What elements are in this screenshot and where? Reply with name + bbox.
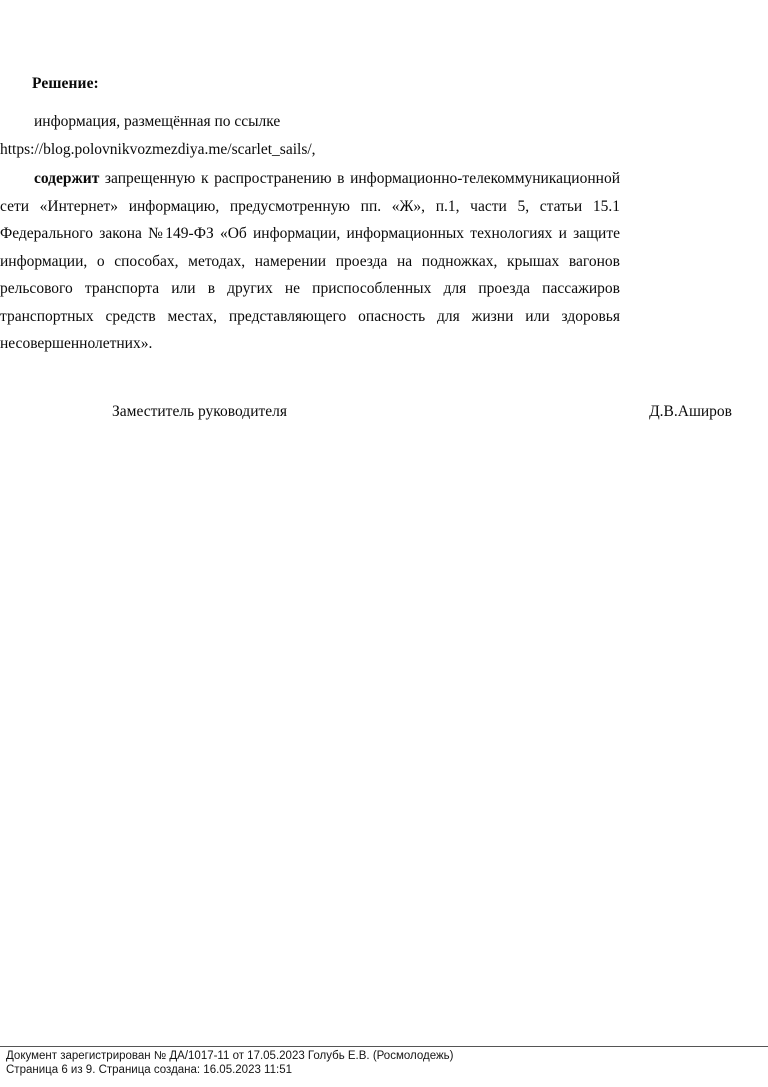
signer-name: Д.В.Аширов <box>649 403 732 420</box>
page-title: Решение: <box>32 75 99 92</box>
bold-lead-word: содержит <box>34 170 100 187</box>
registration-stamp <box>6 1050 453 1077</box>
url-text: https://blog.polovnikvozmezdiya.me/scarlet_sails/, <box>0 140 316 158</box>
paragraph-decision-body <box>0 165 620 358</box>
signer-position: Заместитель руководителя <box>112 403 288 420</box>
footer-divider <box>0 1046 768 1047</box>
url-intro-line: информация, размещённая по ссылке <box>34 113 281 130</box>
paragraph-url-reference <box>0 108 620 163</box>
signature-block <box>112 402 732 422</box>
page-info-line: Страница 6 из 9. Страница создана: 16.05.2023 11:51 <box>6 1063 292 1076</box>
body-text: запрещенную к распространению в информационно-телекоммуникационной сети «Интернет» информацию, предусмотренную пп. «Ж», п.1, части 5, статьи 15.1 Федерального закона №149-ФЗ «Об информации, информационных технологиях и защите информации, о способах, методах, намерении проезда на подножках, крышах вагонов рельсового транспорта или в других не приспособленных для проезда пассажиров транспортных средств местах, представляющего опасность для жизни или здоровья несовершеннолетних». <box>0 170 620 352</box>
registration-line: Документ зарегистрирован № ДА/1017-11 от 17.05.2023 Голубь Е.В. (Росмолодежь) <box>6 1050 454 1062</box>
